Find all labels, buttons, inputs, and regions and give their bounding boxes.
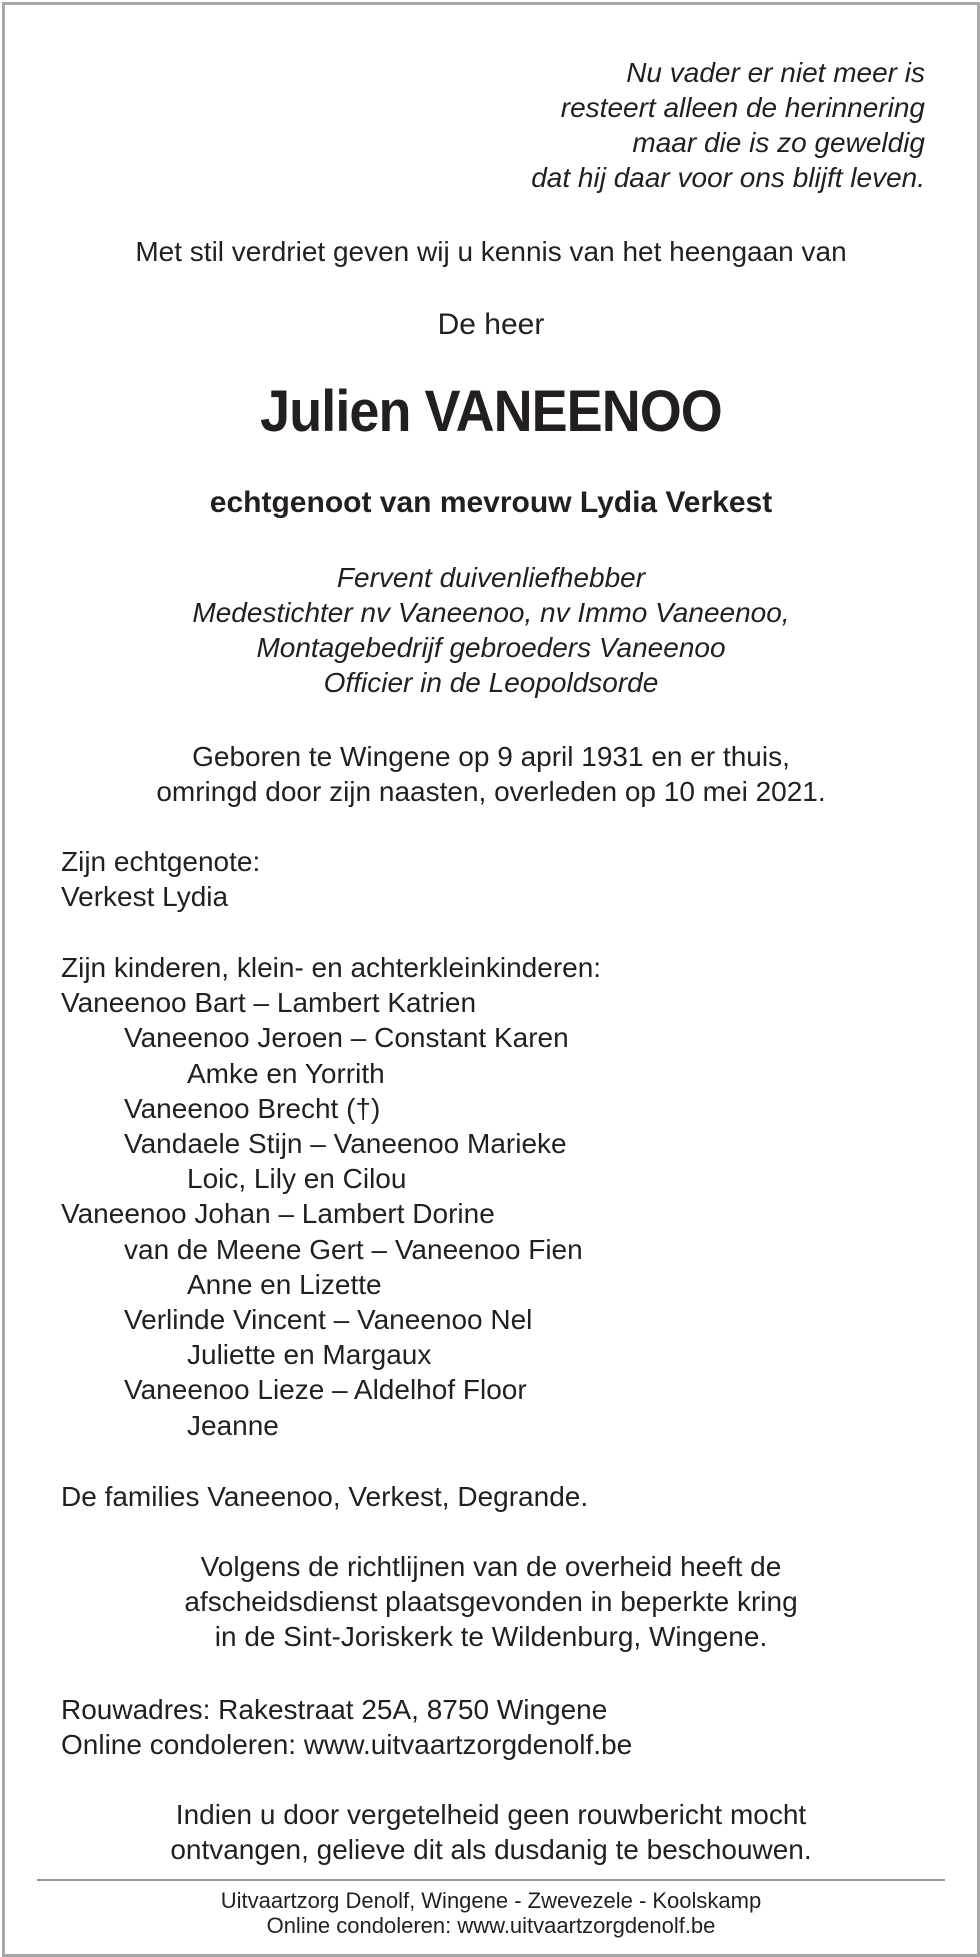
footer-line: Uitvaartzorg Denolf, Wingene - Zwevezele - Koolskamp	[220, 1888, 762, 1913]
footer-line: Online condoleren: www.uitvaartzorgdenolf.be	[266, 1913, 716, 1938]
title-line: Officier in de Leopoldsorde	[323, 667, 659, 698]
spouse-name: Verkest Lydia	[61, 881, 229, 913]
spouse-line: echtgenoot van mevrouw Lydia Verkest	[209, 486, 773, 519]
family-line: Vandaele Stijn – Vaneenoo Marieke	[124, 1128, 567, 1160]
family-line: Vaneenoo Lieze – Aldelhof Floor	[124, 1374, 527, 1406]
family-list	[61, 950, 921, 1443]
obituary-card	[2, 2, 980, 1957]
poem-line: maar die is zo geweldig	[632, 127, 925, 158]
birth-death-line: omringd door zijn naasten, overleden op 10 mei 2021.	[156, 776, 826, 807]
family-line: Jeanne	[187, 1409, 279, 1441]
family-line: Anne en Lizette	[187, 1268, 382, 1300]
online-condolence: Online condoleren: www.uitvaartzorgdenolf.be	[61, 1729, 633, 1761]
mourning-address: Rouwadres: Rakestraat 25A, 8750 Wingene	[61, 1694, 608, 1725]
notice-line: Indien u door vergetelheid geen rouwbericht mocht	[175, 1799, 807, 1830]
salutation: De heer	[437, 308, 545, 341]
families-line: De families Vaneenoo, Verkest, Degrande.	[61, 1481, 589, 1512]
deceased-name: Julien VANEENOO	[260, 379, 722, 444]
title-line: Montagebedrijf gebroeders Vaneenoo	[256, 632, 726, 663]
ceremony-line: in de Sint-Joriskerk te Wildenburg, Wingene.	[214, 1621, 768, 1652]
spouse-section	[61, 844, 921, 914]
family-line: Loic, Lily en Cilou	[187, 1163, 407, 1195]
poem-line: resteert alleen de herinnering	[560, 92, 925, 123]
spouse-heading: Zijn echtgenote:	[61, 846, 261, 877]
birth-death-line: Geboren te Wingene op 9 april 1931 en er thuis,	[192, 741, 790, 772]
footer-divider	[37, 1879, 945, 1881]
contact-block	[61, 1692, 921, 1762]
family-line: Verlinde Vincent – Vaneenoo Nel	[124, 1304, 533, 1336]
poem-line: dat hij daar voor ons blijft leven.	[531, 162, 925, 193]
poem	[325, 55, 925, 195]
notice-text	[5, 1797, 977, 1867]
family-line: van de Meene Gert – Vaneenoo Fien	[124, 1233, 583, 1265]
family-line: Vaneenoo Jeroen – Constant Karen	[124, 1022, 569, 1054]
family-line: Vaneenoo Brecht (†)	[124, 1092, 381, 1124]
title-line: Fervent duivenliefhebber	[336, 562, 646, 593]
family-line: Vaneenoo Johan – Lambert Dorine	[61, 1198, 495, 1230]
ceremony-text	[5, 1549, 977, 1654]
notice-line: ontvangen, gelieve dit als dusdanig te beschouwen.	[170, 1834, 812, 1865]
family-heading: Zijn kinderen, klein- en achterkleinkinderen:	[61, 952, 602, 983]
title-line: Medestichter nv Vaneenoo, nv Immo Vaneenoo,	[192, 597, 790, 628]
family-line: Vaneenoo Bart – Lambert Katrien	[61, 987, 477, 1019]
ceremony-line: afscheidsdienst plaatsgevonden in beperkte kring	[184, 1586, 798, 1617]
family-line: Amke en Yorrith	[187, 1057, 385, 1089]
birth-death-text	[5, 739, 977, 809]
intro-text: Met stil verdriet geven wij u kennis van het heengaan van	[135, 236, 847, 267]
titles	[5, 560, 977, 700]
poem-line: Nu vader er niet meer is	[626, 57, 925, 88]
footer	[5, 1888, 977, 1938]
ceremony-line: Volgens de richtlijnen van de overheid heeft de	[200, 1551, 782, 1582]
family-line: Juliette en Margaux	[187, 1339, 432, 1371]
